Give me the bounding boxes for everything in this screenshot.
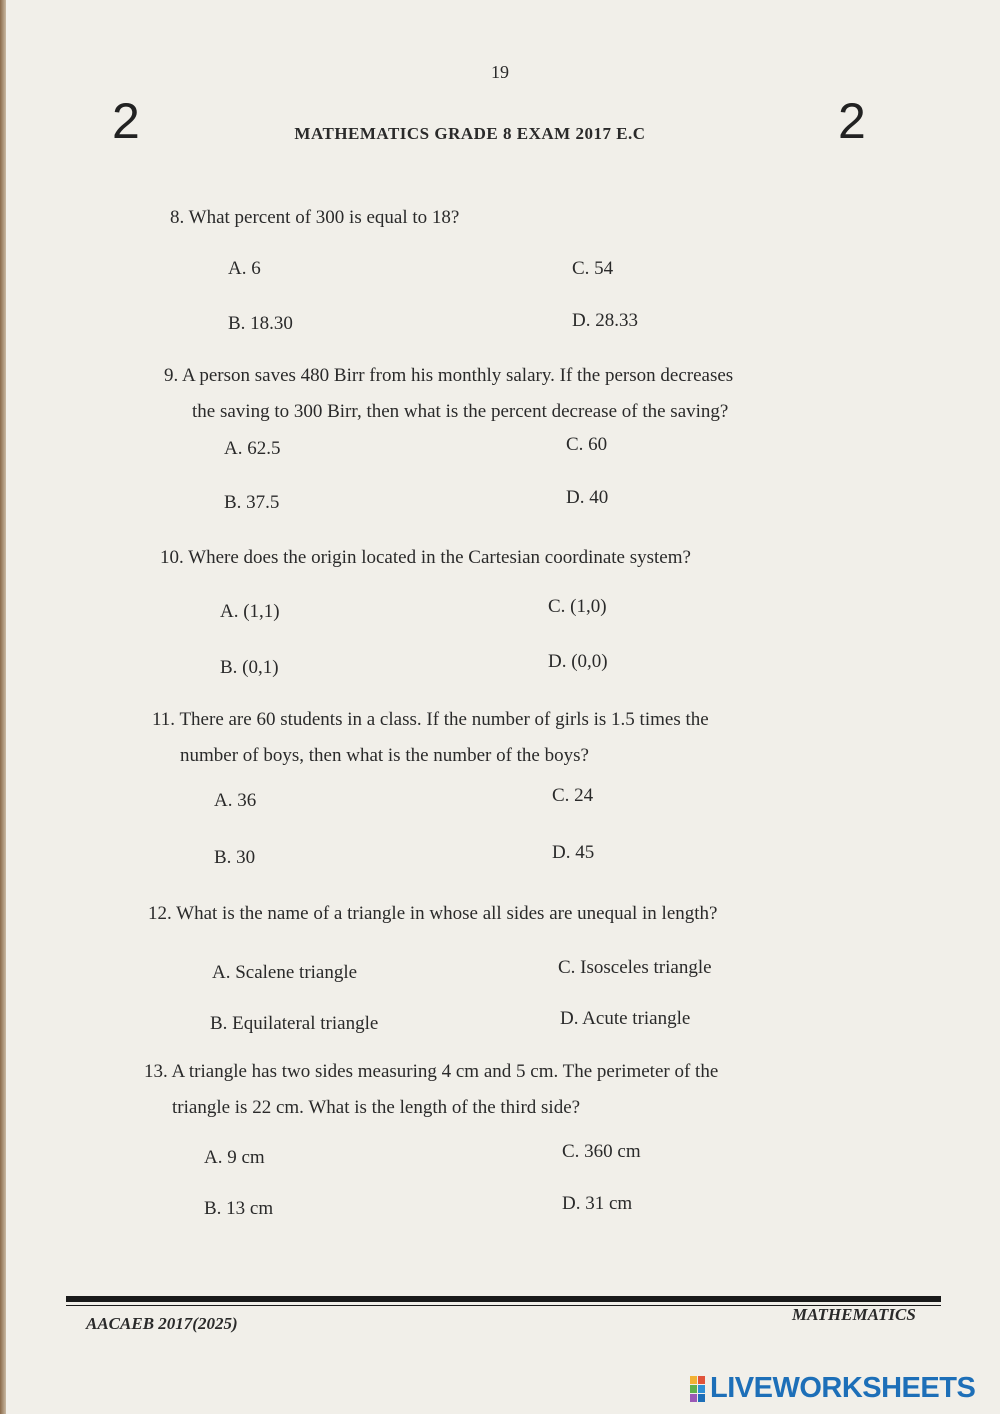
question-8: [170, 200, 830, 236]
option-d[interactable]: D. 40: [566, 487, 609, 508]
option-d[interactable]: D. (0,0): [548, 651, 608, 672]
question-text: 13. A triangle has two sides measuring 4 cm and 5 cm. The perimeter of the: [144, 1061, 719, 1082]
section-number-right: 2: [838, 93, 866, 149]
question-text: 12. What is the name of a triangle in whose all sides are unequal in length?: [148, 903, 718, 924]
liveworksheets-logo-icon: [690, 1376, 706, 1402]
question-text-continued: triangle is 22 cm. What is the length of the third side?: [172, 1097, 581, 1119]
option-a[interactable]: A. Scalene triangle: [212, 962, 358, 983]
option-b[interactable]: B. 30: [214, 847, 256, 868]
question-text: 10. Where does the origin located in the Cartesian coordinate system?: [160, 547, 691, 568]
option-a[interactable]: A. (1,1): [220, 601, 280, 622]
option-a[interactable]: A. 6: [228, 258, 261, 279]
option-b[interactable]: B. 13 cm: [204, 1198, 274, 1219]
question-text: 11. There are 60 students in a class. If the number of girls is 1.5 times the: [152, 709, 709, 730]
option-a[interactable]: A. 9 cm: [204, 1147, 265, 1168]
question-text: 9. A person saves 480 Birr from his monthly salary. If the person decreases: [164, 365, 734, 386]
option-c[interactable]: C. Isosceles triangle: [558, 957, 712, 978]
question-text: 8. What percent of 300 is equal to 18?: [170, 207, 460, 228]
option-b[interactable]: B. Equilateral triangle: [210, 1013, 379, 1034]
option-c[interactable]: C. (1,0): [548, 596, 607, 617]
footer-left-text: AACAEB 2017(2025): [86, 1314, 238, 1333]
option-c[interactable]: C. 60: [566, 434, 608, 455]
question-10: [160, 540, 800, 576]
question-12: [148, 896, 828, 932]
question-9: [164, 358, 804, 430]
option-d[interactable]: D. 28.33: [572, 310, 638, 331]
liveworksheets-brand[interactable]: [690, 1372, 975, 1405]
option-a[interactable]: A. 36: [214, 790, 257, 811]
option-c[interactable]: C. 360 cm: [562, 1141, 641, 1162]
option-d[interactable]: D. 45: [552, 842, 595, 863]
option-c[interactable]: C. 24: [552, 785, 594, 806]
footer-rule: [66, 1296, 941, 1302]
exam-title: MATHEMATICS GRADE 8 EXAM 2017 E.C: [294, 124, 646, 143]
option-a[interactable]: A. 62.5: [224, 438, 281, 459]
footer-right-text: MATHEMATICS: [792, 1305, 916, 1324]
question-text-continued: the saving to 300 Birr, then what is the percent decrease of the saving?: [192, 401, 729, 423]
option-b[interactable]: B. 37.5: [224, 492, 280, 513]
question-text-continued: number of boys, then what is the number of the boys?: [180, 745, 589, 767]
option-c[interactable]: C. 54: [572, 258, 614, 279]
page-number: 19: [491, 62, 509, 82]
brand-text: LIVEWORKSHEETS: [710, 1372, 976, 1404]
page-edge-shadow: [0, 0, 6, 1414]
option-b[interactable]: B. (0,1): [220, 657, 279, 678]
option-b[interactable]: B. 18.30: [228, 313, 293, 334]
question-13: [144, 1054, 824, 1126]
section-number-left: 2: [112, 93, 140, 149]
option-d[interactable]: D. Acute triangle: [560, 1008, 691, 1029]
option-d[interactable]: D. 31 cm: [562, 1193, 633, 1214]
question-11: [152, 702, 812, 774]
